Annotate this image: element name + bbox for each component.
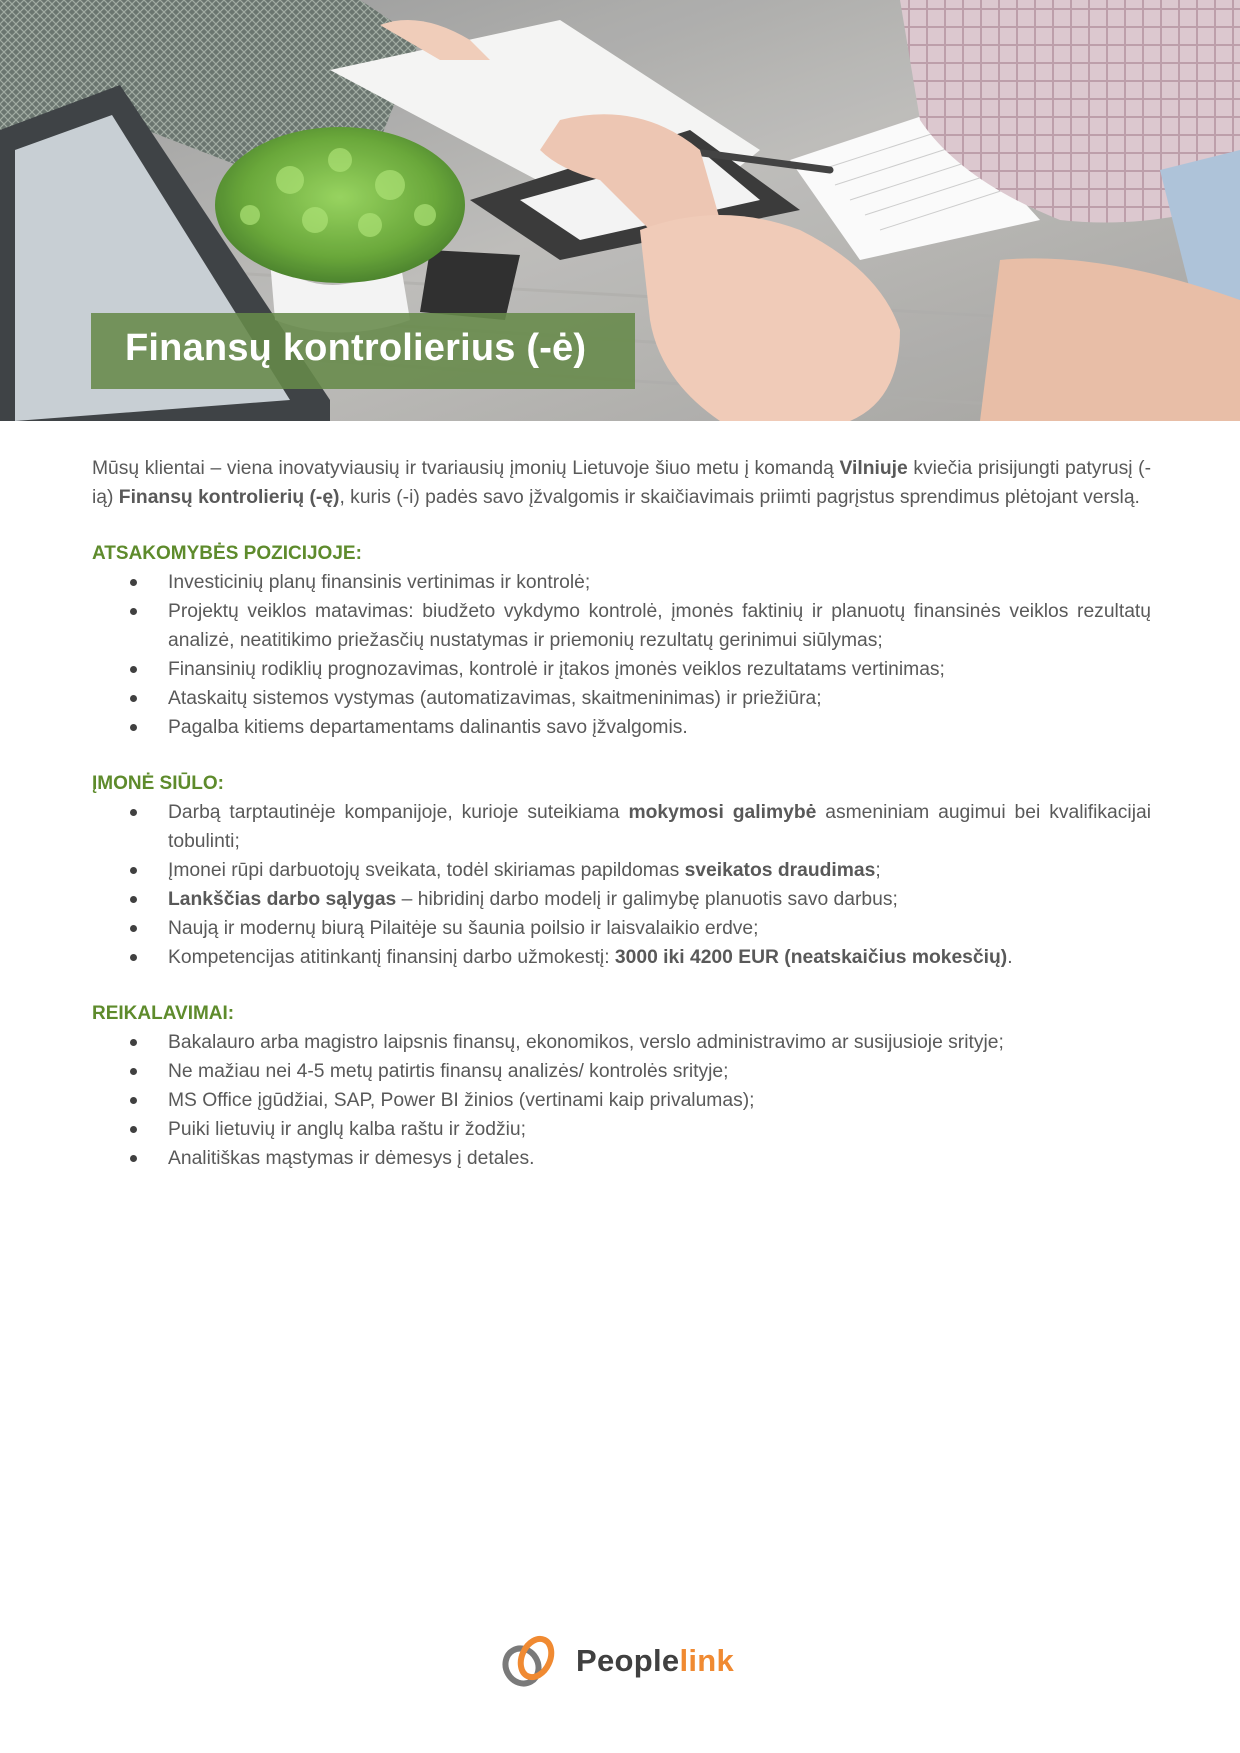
list-item	[92, 856, 1151, 885]
list-item: Puiki lietuvių ir anglų kalba raštu ir žodžiu;	[92, 1115, 1151, 1144]
list-item: Investicinių planų finansinis vertinimas ir kontrolė;	[92, 568, 1151, 597]
intro-position: Finansų kontrolierių (-ę)	[118, 487, 340, 508]
offer-text: Darbą tarptautinėje kompanijoje, kurioje suteikiama	[168, 802, 629, 823]
list-item	[92, 943, 1151, 972]
list-item: Finansinių rodiklių prognozavimas, kontrolė ir įtakos įmonės veiklos rezultatams vertinimas;	[92, 655, 1151, 684]
title-banner	[91, 313, 635, 389]
list-item: Pagalba kitiems departamentams dalinantis savo įžvalgomis.	[92, 713, 1151, 742]
peoplelink-logo-icon	[500, 1632, 560, 1694]
list-item: Naują ir modernų biurą Pilaitėje su šaunia poilsio ir laisvalaikio erdve;	[92, 914, 1151, 943]
offer-text: Įmonei rūpi darbuotojų sveikata, todėl skiriamas papildomas	[168, 860, 685, 881]
responsibilities-list	[92, 568, 1151, 742]
offer-list	[92, 798, 1151, 972]
list-item: Bakalauro arba magistro laipsnis finansų, ekonomikos, verslo administravimo ar susijusioje srityje;	[92, 1028, 1151, 1057]
list-item: Projektų veiklos matavimas: biudžeto vykdymo kontrolė, įmonės faktinių ir planuotų finansinės veiklos rezultatų analizė, neatitikimo priežasčių nustatymas ir priemonių rezultatų gerinimui siūlymas;	[92, 597, 1151, 655]
logo-link-text: link	[679, 1643, 735, 1678]
list-item	[92, 798, 1151, 856]
offer-text: Kompetencijas atitinkantį finansinį darbo užmokestį:	[168, 947, 615, 968]
intro-paragraph	[92, 454, 1151, 512]
list-item: Ataskaitų sistemos vystymas (automatizavimas, skaitmeninimas) ir priežiūra;	[92, 684, 1151, 713]
offer-text: – hibridinį darbo modelį ir galimybę planuotis savo darbus;	[396, 889, 898, 910]
salary-highlight: 3000 iki 4200 EUR (neatskaičius mokesčių)	[614, 947, 1008, 968]
offer-highlight: sveikatos draudimas	[684, 860, 876, 881]
job-description	[92, 454, 1151, 1200]
list-item: Ne mažiau nei 4-5 metų patirtis finansų analizės/ kontrolės srityje;	[92, 1057, 1151, 1086]
list-item: Analitiškas mąstymas ir dėmesys į detales.	[92, 1144, 1151, 1173]
peoplelink-logo	[500, 1630, 760, 1696]
responsibilities-title: ATSAKOMYBĖS POZICIJOJE:	[92, 543, 362, 564]
intro-text-1: Mūsų klientai – viena inovatyviausių ir tvariausių įmonių Lietuvoje šiuo metu į komandą	[92, 458, 840, 479]
list-item	[92, 885, 1151, 914]
logo-wordmark	[576, 1643, 734, 1679]
offer-highlight: Lankščias darbo sąlygas	[168, 889, 397, 910]
logo-people-text: People	[576, 1643, 680, 1678]
offer-text: ;	[875, 860, 881, 881]
intro-text-2: kviečia prisijungti patyrusį (-ią)	[92, 458, 1152, 508]
requirements-list	[92, 1028, 1151, 1173]
intro-city: Vilniuje	[839, 458, 908, 479]
intro-text-3: , kuris (-i) padės savo įžvalgomis ir skaičiavimais priimti pagrįstus sprendimus plėtojant verslą.	[339, 487, 1140, 508]
offer-title: ĮMONĖ SIŪLO:	[92, 773, 224, 794]
offer-text: .	[1007, 947, 1013, 968]
offer-text: asmeniniam augimui bei kvalifikacijai tobulinti;	[168, 802, 1151, 852]
hero-photo	[0, 0, 1240, 421]
offer-highlight: mokymosi galimybė	[628, 802, 817, 823]
list-item: MS Office įgūdžiai, SAP, Power BI žinios (vertinami kaip privalumas);	[92, 1086, 1151, 1115]
page-title: Finansų kontrolierius (-ė)	[125, 327, 587, 369]
requirements-title: REIKALAVIMAI:	[92, 1003, 235, 1024]
